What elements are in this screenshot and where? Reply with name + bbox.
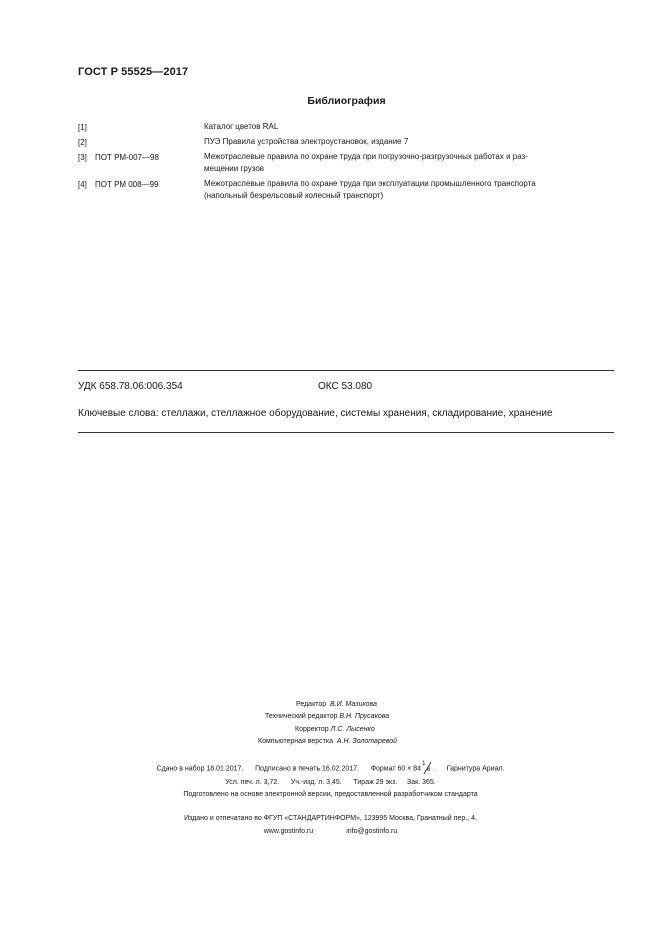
top-divider <box>78 370 614 371</box>
imprint-typeset: Сдано в набор 18.01.2017. <box>156 765 244 773</box>
imprint-signed: Подписано в печать 16.02.2017. <box>255 765 360 773</box>
imprint-typeface: Гарнитура Ариал. <box>446 765 505 773</box>
imprint-publ-sheets: Уч.-изд. л. 3,45. <box>290 779 342 786</box>
credit-role: Корректор <box>295 726 329 733</box>
ref-3-text-line-2: мещении грузов <box>204 164 265 173</box>
ref-2-text: ПУЭ Правила устройства электроустановок, издание 7 <box>204 137 409 146</box>
ref-3-code: ПОТ РМ-007—98 <box>95 153 159 162</box>
udk-code: УДК 658.78.06:006.354 <box>78 381 183 392</box>
oks-code: ОКС 53.080 <box>318 381 373 392</box>
ref-1-number: [1] <box>78 123 87 132</box>
imprint-order: Зак. 365. <box>407 779 436 786</box>
imprint-format: Формат 60 × 84 <box>370 765 422 773</box>
keywords-line: Ключевые слова: стеллажи, стеллажное оборудование, системы хранения, складирование, хранение <box>78 408 553 419</box>
imprint-line-2 <box>0 779 661 786</box>
bibliography-title <box>0 95 661 107</box>
document-code-header: ГОСТ Р 55525—2017 <box>78 66 189 78</box>
ref-1-text: Каталог цветов RAL <box>204 122 279 131</box>
imprint-line-1: Сдано в набор 18.01.2017. Подписано в печать 16.02.2017. Формат 60 × 84 1 8 . Гарнитура Ариал. <box>156 761 505 773</box>
credit-name: В.И. Мазикова <box>330 701 377 708</box>
credit-tech-editor <box>265 713 389 720</box>
ref-4-code: ПОТ РМ 008—99 <box>95 180 159 189</box>
bibliography-title-text: Библиография <box>307 95 386 107</box>
ref-3-text-line-1: Межотраслевые правила по охране труда при погрузочно-разгрузочных работах и раз- <box>204 152 528 161</box>
imprint-print-sheets: Усл. печ. л. 3,72. <box>225 779 280 786</box>
imprint-run: Тираж 29 экз. <box>353 779 398 786</box>
credit-proofreader <box>295 726 375 733</box>
imprint-prepared: Подготовлено на основе электронной версии, предоставленной разработчиком стандарта <box>183 791 478 798</box>
ref-4-text-line-1: Межотраслевые правила по охране труда при эксплуатации промышленного транспорта <box>204 179 536 188</box>
credit-role: Редактор <box>296 701 327 708</box>
credit-role: Технический редактор <box>265 713 338 720</box>
credit-editor <box>296 701 377 708</box>
ref-3-number: [3] <box>78 153 87 162</box>
ref-2-number: [2] <box>78 138 87 147</box>
bottom-divider <box>78 432 614 433</box>
imprint-contacts <box>0 828 661 835</box>
fraction-numerator: 1 <box>422 761 426 767</box>
credit-name: В.Н. Прусакова <box>339 713 390 720</box>
imprint-email[interactable]: info@gostinfo.ru <box>346 828 398 835</box>
credit-role: Компьютерная верстка <box>258 738 333 745</box>
ref-4-number: [4] <box>78 180 87 189</box>
credit-name: А.Н. Золотаревой <box>336 738 398 745</box>
fraction-icon <box>421 761 433 773</box>
imprint-publisher: Издано и отпечатано во ФГУП «СТАНДАРТИНФОРМ», 123995 Москва, Гранатный пер., 4. <box>184 815 477 822</box>
imprint-website[interactable]: www.gostinfo.ru <box>263 828 314 835</box>
fraction-denominator: 8 <box>427 767 431 773</box>
credit-layout <box>258 738 397 745</box>
credit-name: Л.С. Лысенко <box>330 726 375 733</box>
ref-4-text-line-2: (напольный безрельсовый колесный транспорт) <box>204 191 384 200</box>
